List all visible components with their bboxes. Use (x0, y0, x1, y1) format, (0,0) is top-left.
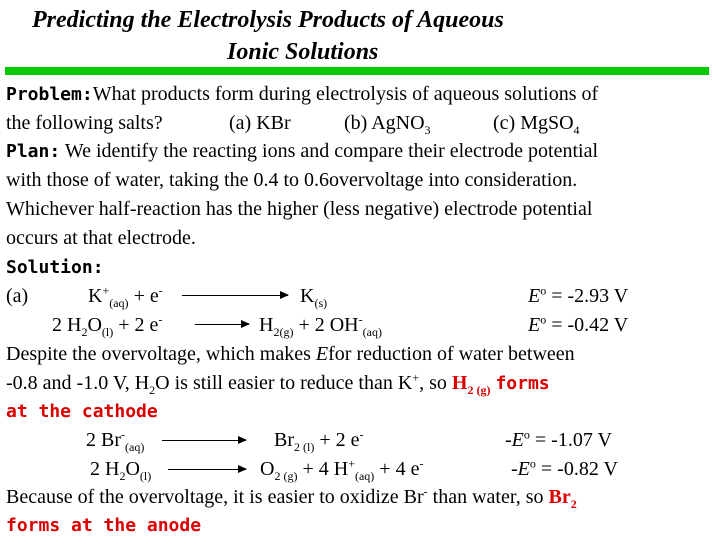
salt-a: (a) KBr (229, 112, 291, 134)
eq4-left: 2 $H_2O_{(l)}$ (90, 458, 152, 483)
page-title-line2: Ionic Solutions (227, 39, 379, 65)
salt-b: (b) AgNO$_3$ (344, 112, 431, 137)
plan-line4: occurs at that electrode. (6, 227, 196, 249)
solution-label: Solution: (6, 257, 104, 278)
cathode-product: $H_{2 (g)}$ forms (451, 372, 550, 397)
problem-line1 (6, 80, 598, 109)
eq2-arrow (195, 324, 249, 325)
eq1-left: $K^+_{(aq)} + e^-$ (88, 283, 163, 310)
plan-label: Plan: (6, 141, 61, 162)
anode-line2: forms at the anode (6, 515, 202, 536)
anode-product: $Br_2$ (548, 486, 577, 511)
problem-label: Problem: (6, 84, 93, 105)
eq3-left: 2 $Br^-_{(aq)}$ (86, 427, 145, 454)
eq1-potential: $E^o = -2.93$ V (528, 283, 629, 307)
eq1-right: $K_{(s)}$ (300, 285, 328, 310)
eq3-right: $Br_{2 (l)} + 2$ e- (274, 427, 364, 454)
eq2-right: $H_{2(g)} + 2$ $OH^-_{(aq)}$ (259, 312, 382, 339)
plan-line3: Whichever half-reaction has the higher (less negative) electrode potential (6, 198, 593, 220)
title-divider (5, 67, 709, 75)
eq1-arrow (182, 295, 288, 296)
eq4-arrow (168, 469, 246, 470)
problem-line2 (6, 109, 163, 138)
eq2-potential: $E^o = -0.42$ V (528, 312, 629, 336)
salt-c: (c) MgSO$_4$ (493, 112, 580, 137)
part-a-label: (a) (6, 285, 29, 307)
problem-text: What products form during electrolysis of aqueous solutions of (92, 83, 599, 105)
plan-line1: Plan: We identify the reacting ions and compare their electrode potential (6, 140, 599, 162)
plan-line2: with those of water, taking the 0.4 to 0.6overvoltage into consideration. (6, 169, 578, 191)
eq4-potential: $-E^o = -0.82$ V (511, 456, 618, 480)
despite-line1: Despite the overvoltage, which makes Efor reduction of water between (6, 343, 575, 365)
problem-question: the following salts? (6, 112, 163, 134)
eq3-potential: $-E^o = -1.07$ V (505, 427, 612, 451)
because-line1: Because of the overvoltage, it is easier to oxidize Br- than water, so $Br_2$ (6, 484, 577, 511)
eq4-right: $O_{2 (g)} + 4$ $H^+_{(aq)} + 4$ e- (260, 456, 424, 483)
cathode-line2: at the cathode (6, 401, 158, 422)
despite-line2: -0.8 and -1.0 V, $H_2O$ is still easier to reduce than K+, so $H_{2 (g)}$ forms (6, 370, 550, 397)
eq2-left: 2 $H_2O_{(l)} + 2$ e- (52, 312, 163, 339)
page-title-line1: Predicting the Electrolysis Products of Aqueous (32, 7, 504, 33)
eq3-arrow (162, 440, 246, 441)
